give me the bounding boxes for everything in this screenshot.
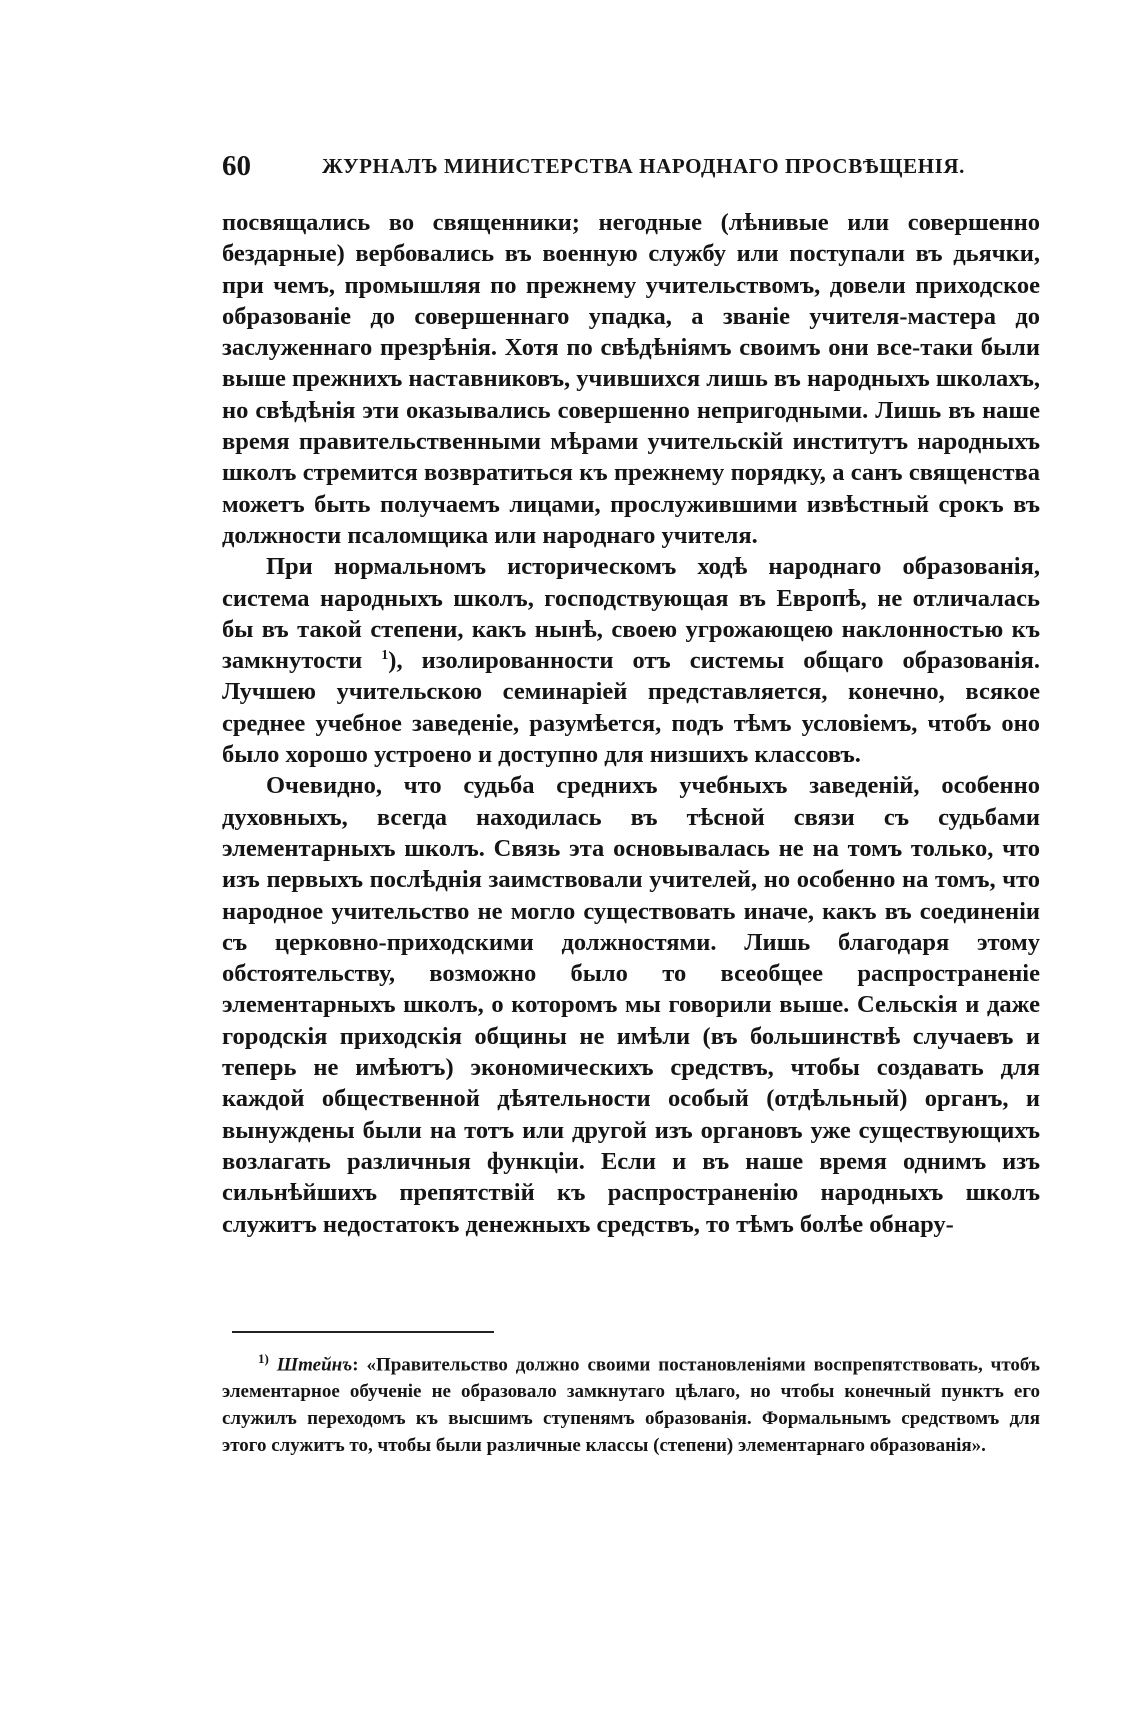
main-text <box>222 207 1040 1240</box>
running-head: ЖУРНАЛЪ МИНИСТЕРСТВА НАРОДНАГО ПРОСВѢЩЕНІЯ. <box>322 154 966 178</box>
page-number: 60 <box>222 150 251 182</box>
footnote-reference[interactable]: 1 <box>381 648 389 663</box>
paragraph-2-text-continued: ), изолированности отъ системы общаго образованія. Лучшею учительскою семинаріей представляется, конечно, всякое среднее учебное заведеніе, разумѣется, подъ тѣмъ условіемъ, чтобъ оно было хорошо устроено и доступно для низшихъ классовъ. <box>222 647 1041 769</box>
page-header <box>222 150 1040 186</box>
paragraph-2-text: При нормальномъ историческомъ ходѣ народнаго образованія, система народныхъ школъ, господствующая въ Европѣ, не отличалась бы въ такой степени, какъ нынѣ, своею угрожающею наклонностью къ замкнутости <box>222 553 1040 675</box>
footnote <box>222 1345 1040 1459</box>
paragraph-1: посвящались во священники; негодные (лѣнивые или совершенно бездарные) вербовались въ военную службу или поступали въ дьячки, при чемъ, промышляя по прежнему учительствомъ, довели приходское образованіе до совершеннаго упадка, а званіе учителя-мастера до заслуженнаго презрѣнія. Хотя по свѣдѣніямъ своимъ они все-таки были выше прежнихъ наставниковъ, учившихся лишь въ народныхъ школахъ, но свѣдѣнія эти оказывались совершенно непригодными. Лишь въ наше время правительственными мѣрами учительскій институтъ народныхъ школъ стремится возвратиться къ прежнему порядку, а санъ священства можетъ быть получаемъ лицами, прослужившими извѣстный срокъ въ должности псаломщика или народнаго учителя. <box>222 209 1040 549</box>
paragraph-3: Очевидно, что судьба среднихъ учебныхъ заведеній, особенно духовныхъ, всегда находилась въ тѣсной связи съ судьбами элементарныхъ школъ. Связь эта основывалась не на томъ только, что изъ первыхъ послѣднія заимствовали учителей, но особенно на томъ, что народное учительство не могло существовать иначе, какъ въ соединеніи съ церковно-приходскими должностями. Лишь благодаря этому обстоятельству, возможно было то всеобщее распространеніе элементарныхъ школъ, о которомъ мы говорили выше. Сельскія и даже городскія приходскія общины не имѣли (въ большинствѣ случаевъ и теперь не имѣютъ) экономическихъ средствъ, чтобы создавать для каждой общественной дѣятельности особый (отдѣльный) органъ, и вынуждены были на тотъ или другой изъ органовъ уже существующихъ возлагать различныя функціи. Если и въ наше время однимъ изъ сильнѣйшихъ препятствій къ распространенію народныхъ школъ служитъ недостатокъ денежныхъ средствъ, то тѣмъ болѣе обнару- <box>222 772 1040 1238</box>
footnote-author: Штейнъ <box>276 1354 353 1376</box>
footnote-text: : «Правительство должно своими постановленіями воспрепятствовать, чтобъ элементарное обученіе не образовало замкнутаго цѣлаго, но чтобы конечный пунктъ его служилъ переходомъ къ высшимъ ступенямъ образованія. Формальнымъ средствомъ для этого служитъ то, чтобы были различные классы (степени) элементарнаго образованія». <box>222 1354 1040 1457</box>
footnote-divider <box>232 1331 494 1333</box>
paragraph-2 <box>222 551 1040 770</box>
footnote-paragraph: $^{1)}$ Штейнъ: «Правительство должно своими постановленіями воспрепятствовать, чтобъ элементарное обученіе не образовало замкнутаго цѣлаго, но чтобы конечный пунктъ его служилъ переходомъ къ высшимъ ступенямъ образованія. Формальнымъ средствомъ для этого служитъ то, чтобы были различные классы (степени) элементарнаго образованія». <box>222 1351 1040 1457</box>
footnote-marker: 1 <box>258 1351 265 1366</box>
